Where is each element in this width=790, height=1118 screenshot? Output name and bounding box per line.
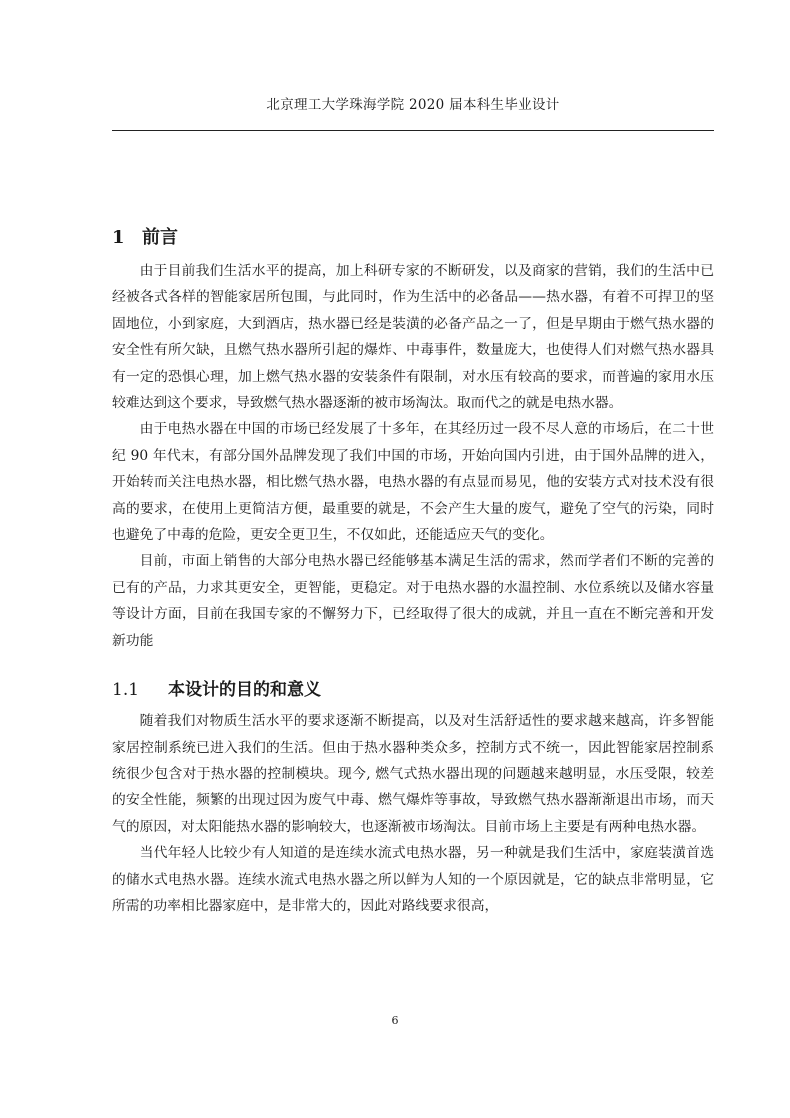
page-body [112, 222, 714, 919]
section-1-1-heading [112, 674, 714, 706]
section-1-heading [112, 222, 714, 254]
paragraph: 目前，市面上销售的大部分电热水器已经能够基本满足生活的需求，然而学者们不断的完善的已有的产品，力求其更安全，更智能，更稳定。对于电热水器的水温控制、水位系统以及储水容量等设计方面，目前在我国专家的不懈努力下，已经取得了很大的成就，并且一直在不断完善和开发新功能 [112, 553, 714, 649]
running-header: 北京理工大学珠海学院 2020 届本科生毕业设计 [266, 97, 560, 113]
paragraph: 由于目前我们生活水平的提高，加上科研专家的不断研发，以及商家的营销，我们的生活中已经被各式各样的智能家居所包围，与此同时，作为生活中的必备品——热水器，有着不可捍卫的坚固地位，小到家庭，大到酒店，热水器已经是装潢的必备产品之一了，但是早期由于燃气热水器的安全性有所欠缺，且燃气热水器所引起的爆炸、中毒事件，数量庞大，也使得人们对燃气热水器具有一定的恐惧心理，加上燃气热水器的安装条件有限制，对水压有较高的要求，而普遍的家用水压较难达到这个要求，导致燃气热水器逐渐的被市场淘汰。取而代之的就是电热水器。 [112, 263, 714, 412]
section-1-1-number: 1.1 [112, 680, 140, 701]
paragraph: 随着我们对物质生活水平的要求逐渐不断提高，以及对生活舒适性的要求越来越高，许多智能家居控制系统已进入我们的生活。但由于热水器种类众多，控制方式不统一，因此智能家居控制系统很少包含对于热水器的控制模块。现今, 燃气式热水器出现的问题越来越明显，水压受限，较差的安全性能，频繁的出现过因为废气中毒、燃气爆炸等事故，导致燃气热水器渐渐退出市场，而天气的原因，对太阳能热水器的影响较大，也逐渐被市场淘汰。目前市场上主要是有两种电热水器。 [112, 713, 714, 835]
paragraph: 当代年轻人比较少有人知道的是连续水流式电热水器，另一种就是我们生活中，家庭装潢首选的储水式电热水器。连续水流式电热水器之所以鲜为人知的一个原因就是，它的缺点非常明显，它所需的功率相比器家庭中，是非常大的，因此对路线要求很高， [112, 845, 714, 914]
paragraph: 由于电热水器在中国的市场已经发展了十多年，在其经历过一段不尽人意的市场后，在二十世纪 90 年代末，有部分国外品牌发现了我们中国的市场，开始向国内引进，由于国外品牌的进入，开始转而关注电热水器，相比燃气热水器，电热水器的有点显而易见，他的安装方式对技术没有很高的要求，在使用上更简洁方便，最重要的就是，不会产生大量的废气，避免了空气的污染，同时也避免了中毒的危险，更安全更卫生，不仅如此，还能适应天气的变化。 [112, 421, 714, 544]
section-1-title: 前言 [142, 227, 178, 248]
header-rule [112, 130, 714, 131]
section-1-1-title: 本设计的目的和意义 [168, 680, 321, 701]
section-1-number: 1 [112, 227, 125, 248]
page-number: 6 [391, 1014, 399, 1027]
